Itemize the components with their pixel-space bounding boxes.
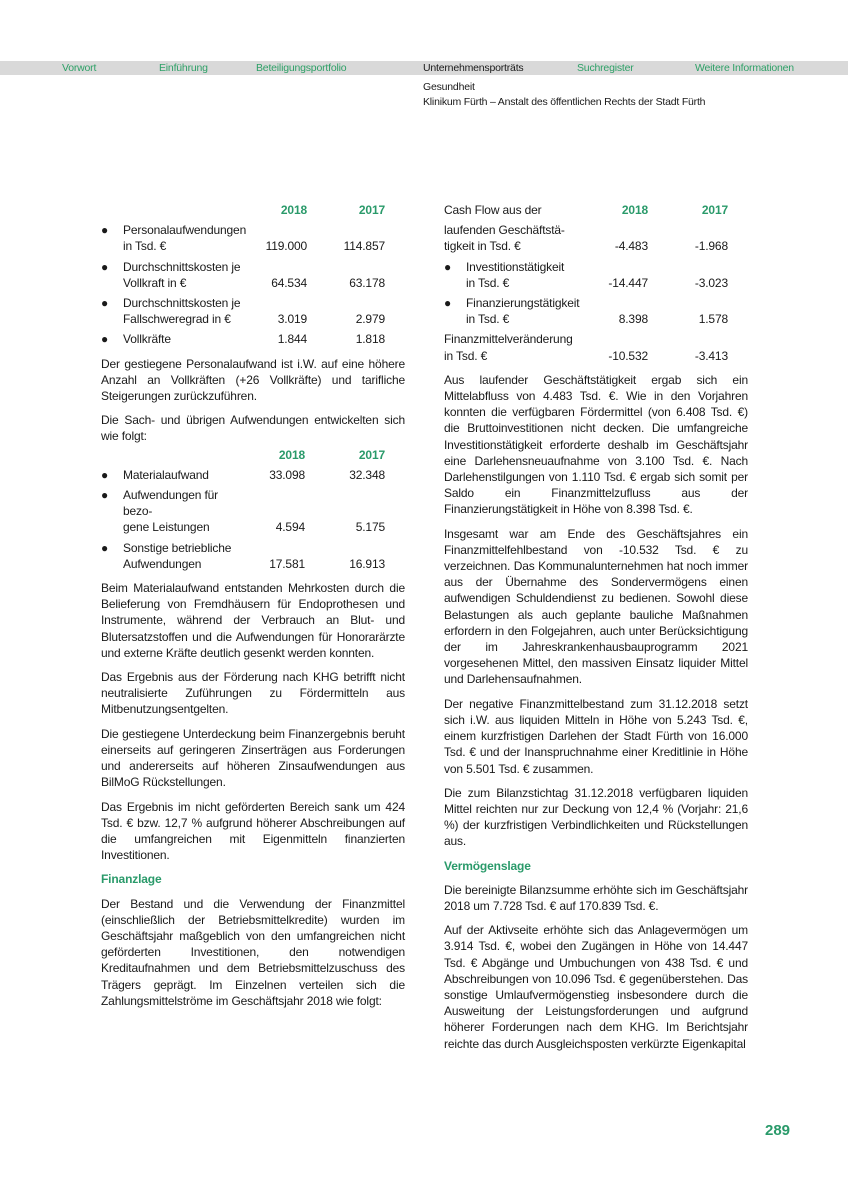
paragraph: Auf der Aktivseite erhöhte sich das Anlagevermögen um 3.914 Tsd. €, wobei den Zugängen in Höhe von 14.447 Tsd. € Abgänge und Umbuchungen von 438 Tsd. € und Abschreibungen von 10.096 Tsd. € gegenüberstehen. Das sonstige Umlaufvermögenstieg insbesondere durch die Ausweitung der Leistungsforderungen und aufgrund höherer Forderungen nach dem KHG. Im Berichtsjahr reichte das durch Ausgleichsposten verkürzte Eigenkapital	[444, 923, 748, 1051]
nav-link-weitere-informationen[interactable]: Weitere Informationen	[695, 62, 794, 74]
table-row: ● Vollkräfte 1.844 1.818	[101, 332, 385, 347]
nav-link-einfuehrung[interactable]: Einführung	[159, 62, 208, 74]
table-header-row	[101, 447, 385, 467]
personal-table	[101, 202, 385, 352]
table-row: ● Materialaufwand 33.098 32.348	[101, 467, 385, 482]
nav-link-vorwort[interactable]: Vorwort	[62, 62, 97, 74]
paragraph: Der gestiegene Personalaufwand ist i.W. auf eine höhere Anzahl an Vollkräften (+26 Vollkräfte) und tarifliche Steigerungen zurückzuführen.	[101, 356, 405, 404]
top-navigation-bar	[0, 61, 848, 75]
left-column	[101, 202, 405, 1017]
paragraph: Aus laufender Geschäftstätigkeit ergab sich ein Mittelabfluss von 4.483 Tsd. €. Wie in den Vorjahren konnten die verfügbaren Fördermittel (von 6.408 Tsd. €) die Bruttoinvestitionen nicht decken. Die umfangreiche Investitionstätigkeit erforderte deshalb im Geschäftsjahr eine Darlehensneuaufnahme von 3.100 Tsd. €. Nach Darlehenstilgungen von 1.110 Tsd. € ergab sich somit per Saldo ein Finanzmittelzufluss aus der Finanzierungstätigkeit in Höhe von 8.398 Tsd. €.	[444, 372, 748, 517]
paragraph: Beim Materialaufwand entstanden Mehrkosten durch die Belieferung von Fremdhäusern für Endoprothesen und Instrumente, während der Verbrauch an Blut- und Blutersatzstoffen und die Aufwendungen für Honorarärzte und externe Kräfte deutlich gesenkt werden konnten.	[101, 581, 405, 660]
table-header-row	[444, 202, 728, 222]
heading-finanzlage: Finanzlage	[101, 872, 162, 887]
paragraph: Die bereinigte Bilanzsumme erhöhte sich im Geschäftsjahr 2018 um 7.728 Tsd. € auf 170.839 Tsd. €.	[444, 882, 748, 913]
breadcrumb-section: Gesundheit	[423, 81, 475, 93]
paragraph: Die gestiegene Unterdeckung beim Finanzergebnis beruht einerseits auf geringeren Zinserträgen aus Forderungen und andererseits auf höheren Zinsaufwendungen aus BilMoG Rückstellungen.	[101, 726, 405, 790]
cashflow-table	[444, 202, 728, 368]
paragraph: Die zum Bilanzstichtag 31.12.2018 verfügbaren liquiden Mittel reichten nur zur Deckung von 12,4 % (Vorjahr: 21,6 %) der kurzfristigen Verbindlichkeiten und Rückstellungen aus.	[444, 785, 748, 849]
paragraph: Der negative Finanzmittelbestand zum 31.12.2018 setzt sich i.W. aus liquiden Mitteln in Höhe von 5.243 Tsd. €, einem kurzfristigen Darlehen der Stadt Fürth von 16.000 Tsd. € und der Inanspruchnahme einer Kreditlinie in Höhe von 5.501 Tsd. € zusammen.	[444, 696, 748, 776]
table-header-row	[101, 202, 385, 222]
table-row: ● Durchschnittskosten je Fallschweregrad in € 3.019 2.979	[101, 296, 385, 327]
bullet-icon: ●	[101, 223, 109, 238]
table-row: laufenden Geschäftstä- tigkeit in Tsd. € -4.483 -1.968	[444, 223, 728, 254]
col-2017-header: 2017	[358, 203, 385, 217]
bullet-icon: ●	[444, 259, 452, 274]
table-row: ● Aufwendungen für bezo- gene Leistungen 4.594 5.175	[101, 488, 385, 535]
col-2017-header: 2017	[358, 447, 385, 462]
bullet-icon: ●	[444, 296, 452, 311]
table-row: Finanzmittelveränderung in Tsd. € -10.532 -3.413	[444, 332, 728, 363]
bullet-icon: ●	[101, 259, 109, 274]
bullet-icon: ●	[101, 332, 109, 347]
nav-link-beteiligungsportfolio[interactable]: Beteiligungsportfolio	[256, 62, 347, 74]
paragraph: Insgesamt war am Ende des Geschäftsjahres ein Finanzmittelfehlbestand von -10.532 Tsd. € zu verzeichnen. Das Kommunalunternehmen hat noch immer aus der Übernahme des Sondervermögens einen aufwendigen Schuldendienst zu bedienen. Sowohl diese Belastungen als auch geplante bauliche Maßnahmen erfordern in den Folgejahren, auch unter Berücksichtigung der im Jahreskrankenhausbauprogramm 2021 vorgesehenen Mittel, den massiven Einsatz liquider Mittel und Darlehensaufnahmen.	[444, 526, 748, 687]
table-row: ● Finanzierungstätigkeit in Tsd. € 8.398 1.578	[444, 296, 728, 327]
paragraph: Das Ergebnis aus der Förderung nach KHG betrifft nicht neutralisierte Zuführungen zu Fördermitteln aus Mitbenutzungsentgelten.	[101, 670, 405, 717]
heading-vermoegenslage: Vermögenslage	[444, 858, 531, 873]
table-row: ● Personalaufwendungen in Tsd. € 119.000 114.857	[101, 223, 385, 254]
bullet-icon: ●	[101, 540, 109, 555]
col-2018-header: 2018	[280, 203, 308, 217]
col-2018-header: 2018	[278, 447, 305, 462]
sach-aufwendungen-table	[101, 447, 385, 576]
paragraph: Der Bestand und die Verwendung der Finanzmittel (einschließlich der Betriebsmittelkredite) wurden im Geschäftsjahr maßgeblich von den umfangreichen nicht geförderten Investitionen, den notwendigen Kreditaufnahmen und dem Betriebsmittelzuschuss des Trägers geprägt. Im Einzelnen verteilen sich die Zahlungsmittelströme im Geschäftsjahr 2018 wie folgt:	[101, 896, 405, 1008]
nav-link-unternehmensportraets[interactable]: Unternehmensporträts	[423, 62, 524, 74]
breadcrumb-company: Klinikum Fürth – Anstalt des öffentlichen Rechts der Stadt Fürth	[423, 96, 706, 108]
bullet-icon: ●	[101, 488, 109, 503]
table-row: ● Sonstige betriebliche Aufwendungen 17.581 16.913	[101, 540, 385, 571]
col-2018-header: 2018	[621, 203, 648, 217]
right-column	[444, 202, 748, 1060]
table-row: ● Investitionstätigkeit in Tsd. € -14.447 -3.023	[444, 259, 728, 290]
col-2017-header: 2017	[701, 203, 728, 217]
paragraph: Das Ergebnis im nicht geförderten Bereich sank um 424 Tsd. € bzw. 12,7 % aufgrund höherer Abschreibungen auf die umfangreichen mit Eigenmitteln finanzierten Investitionen.	[101, 799, 405, 863]
table-row: ● Durchschnittskosten je Vollkraft in € 64.534 63.178	[101, 259, 385, 290]
paragraph: Die Sach- und übrigen Aufwendungen entwickelten sich wie folgt:	[101, 413, 405, 444]
nav-link-suchregister[interactable]: Suchregister	[577, 62, 634, 74]
page-number: 289	[765, 1122, 791, 1139]
bullet-icon: ●	[101, 467, 109, 482]
bullet-icon: ●	[101, 296, 109, 311]
cashflow-title: Cash Flow aus der	[444, 203, 542, 217]
